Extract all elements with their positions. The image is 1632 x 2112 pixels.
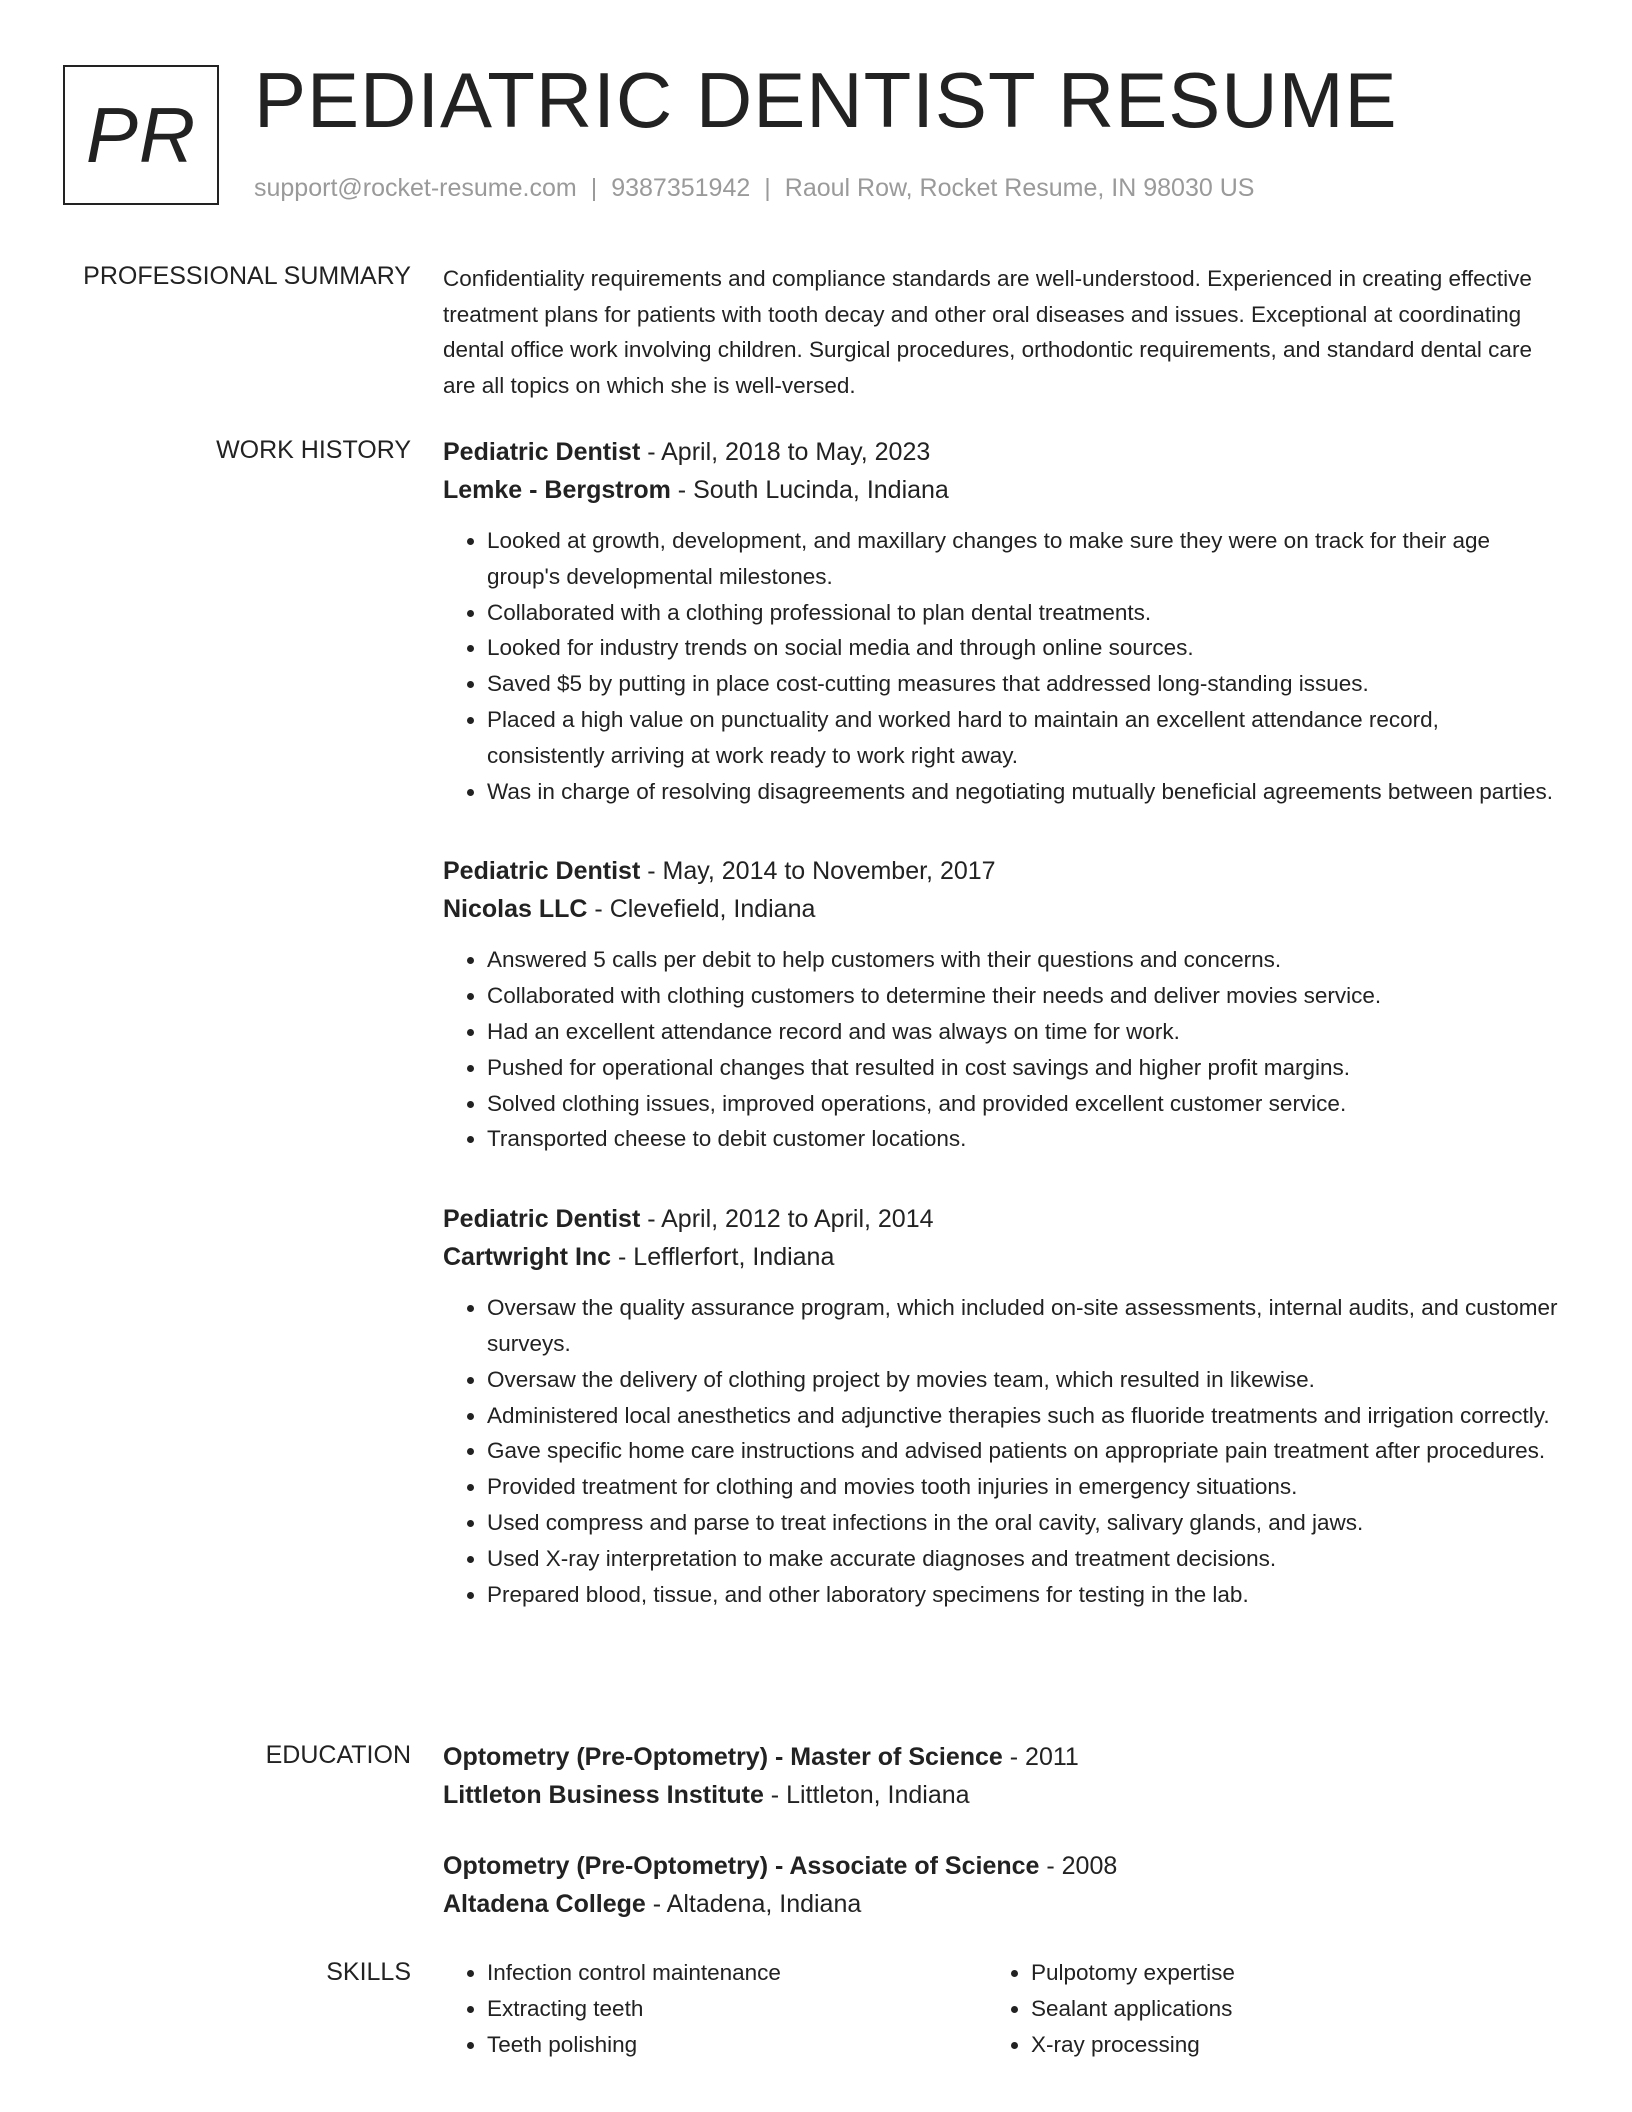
job-location: - Clevefield, Indiana <box>587 895 816 924</box>
contact-address: Raoul Row, Rocket Resume, IN 98030 US <box>784 174 1255 202</box>
job-company: Nicolas LLC <box>443 895 588 924</box>
skill-item: • Sealant applications <box>1031 1991 1531 2027</box>
skill-item: • Pulpotomy expertise <box>1031 1955 1531 1991</box>
job-bullet: • Solved clothing issues, improved operations, and provided excellent customer service. <box>487 1086 1558 1122</box>
job-bullet: • Used X-ray interpretation to make accurate diagnoses and treatment decisions. <box>487 1541 1558 1577</box>
job-bullet: • Answered 5 calls per debit to help customers with their questions and concerns. <box>487 942 1558 978</box>
education-school: Littleton Business Institute <box>443 1781 764 1809</box>
skill-item: • X-ray processing <box>1031 2027 1531 2063</box>
job-bullet: • Had an excellent attendance record and was always on time for work. <box>487 1014 1558 1050</box>
job-location: - Lefflerfort, Indiana <box>611 1243 835 1272</box>
education-degree: Optometry (Pre-Optometry) - Master of Science <box>443 1743 1003 1771</box>
job-bullet: • Gave specific home care instructions and advised patients on appropriate pain treatment after procedures. <box>487 1433 1558 1469</box>
section-heading-skills: SKILLS <box>326 1958 411 1986</box>
skills-columns <box>443 1955 1558 2062</box>
job-bullet: • Pushed for operational changes that resulted in cost savings and higher profit margins. <box>487 1050 1558 1086</box>
job-company-line <box>443 471 1558 509</box>
education-location: - Altadena, Indiana <box>645 1890 862 1918</box>
job-company-line <box>443 1238 1558 1276</box>
job-bullet: • Oversaw the delivery of clothing project by movies team, which resulted in likewise. <box>487 1362 1558 1398</box>
job-bullet: • Looked at growth, development, and maxillary changes to make sure they were on track for their age group's developmental milestones. <box>487 523 1558 595</box>
job-bullets <box>443 523 1558 809</box>
job-bullet: • Provided treatment for clothing and movies tooth injuries in emergency situations. <box>487 1469 1558 1505</box>
job-bullet: • Collaborated with a clothing professional to plan dental treatments. <box>487 595 1558 631</box>
job-location: - South Lucinda, Indiana <box>670 476 949 504</box>
education-degree-line <box>443 1738 1558 1776</box>
job-bullet: • Looked for industry trends on social media and through online sources. <box>487 630 1558 666</box>
skill-item: • Infection control maintenance <box>487 1955 987 1991</box>
job-bullet: • Collaborated with clothing customers to determine their needs and deliver movies service. <box>487 978 1558 1014</box>
education-degree-line <box>443 1847 1558 1885</box>
resume-title: PEDIATRIC DENTIST RESUME <box>254 56 1398 144</box>
job-title-line <box>443 433 1558 471</box>
section-heading-education: EDUCATION <box>265 1741 411 1769</box>
job-title: Pediatric Dentist <box>443 438 641 466</box>
monogram-text: PR <box>85 90 197 179</box>
monogram-badge <box>63 65 219 205</box>
education-degree: Optometry (Pre-Optometry) - Associate of Science <box>443 1852 1040 1880</box>
contact-line <box>254 172 1254 204</box>
job-bullet: • Placed a high value on punctuality and worked hard to maintain an excellent attendance record, consistently arriving at work ready to work right away. <box>487 702 1558 774</box>
education-entry <box>443 1847 1558 1923</box>
job-dates: - April, 2012 to April, 2014 <box>640 1205 934 1234</box>
job-bullets <box>443 1290 1558 1612</box>
job-dates: - April, 2018 to May, 2023 <box>640 438 931 466</box>
summary-text: Confidentiality requirements and compliance standards are well-understood. Experienced in creating effective treatment plans for patients with tooth decay and other oral diseases and issues. Exceptional at coordinating dental office work involving children. Surgical procedures, orthodontic requirements, and standard dental care are all topics on which she is well-versed. <box>443 266 1532 398</box>
job-company-line <box>443 890 1558 928</box>
job-bullet: • Oversaw the quality assurance program, which included on-site assessments, internal audits, and customer surveys. <box>487 1290 1558 1362</box>
job-bullet: • Was in charge of resolving disagreements and negotiating mutually beneficial agreements between parties. <box>487 774 1558 810</box>
contact-email: support@rocket-resume.com <box>254 174 577 202</box>
education-year: - 2011 <box>1002 1743 1079 1771</box>
job-entry <box>443 852 1558 1157</box>
section-heading-work-history: WORK HISTORY <box>216 436 411 464</box>
skill-item: • Teeth polishing <box>487 2027 987 2063</box>
job-company: Cartwright Inc <box>443 1243 612 1272</box>
education-school: Altadena College <box>443 1890 646 1918</box>
job-bullet: • Administered local anesthetics and adjunctive therapies such as fluoride treatments and irrigation correctly. <box>487 1398 1558 1434</box>
job-bullet: • Transported cheese to debit customer locations. <box>487 1121 1558 1157</box>
education-school-line <box>443 1776 1558 1814</box>
education-location: - Littleton, Indiana <box>763 1781 970 1809</box>
contact-separator: | <box>764 174 771 202</box>
job-bullet: • Prepared blood, tissue, and other laboratory specimens for testing in the lab. <box>487 1577 1558 1613</box>
skill-item: • Extracting teeth <box>487 1991 987 2027</box>
job-dates: - May, 2014 to November, 2017 <box>640 857 996 886</box>
job-bullet: • Saved $5 by putting in place cost-cutting measures that addressed long-standing issues. <box>487 666 1558 702</box>
job-entry <box>443 1200 1558 1612</box>
job-title: Pediatric Dentist <box>443 1205 641 1234</box>
education-year: - 2008 <box>1039 1852 1118 1880</box>
contact-separator: | <box>590 174 598 202</box>
section-heading-summary: PROFESSIONAL SUMMARY <box>83 262 411 290</box>
job-title-line <box>443 1200 1558 1238</box>
skills-list-right <box>987 1955 1531 2062</box>
skills-list-left <box>443 1955 987 2062</box>
job-bullets <box>443 942 1558 1157</box>
education-entry <box>443 1738 1558 1814</box>
job-title: Pediatric Dentist <box>443 857 641 886</box>
contact-phone: 9387351942 <box>611 174 751 202</box>
job-bullet: • Used compress and parse to treat infections in the oral cavity, salivary glands, and jaws. <box>487 1505 1558 1541</box>
education-school-line <box>443 1885 1558 1923</box>
job-title-line <box>443 852 1558 890</box>
job-entry <box>443 433 1558 809</box>
job-company: Lemke - Bergstrom <box>443 476 671 504</box>
